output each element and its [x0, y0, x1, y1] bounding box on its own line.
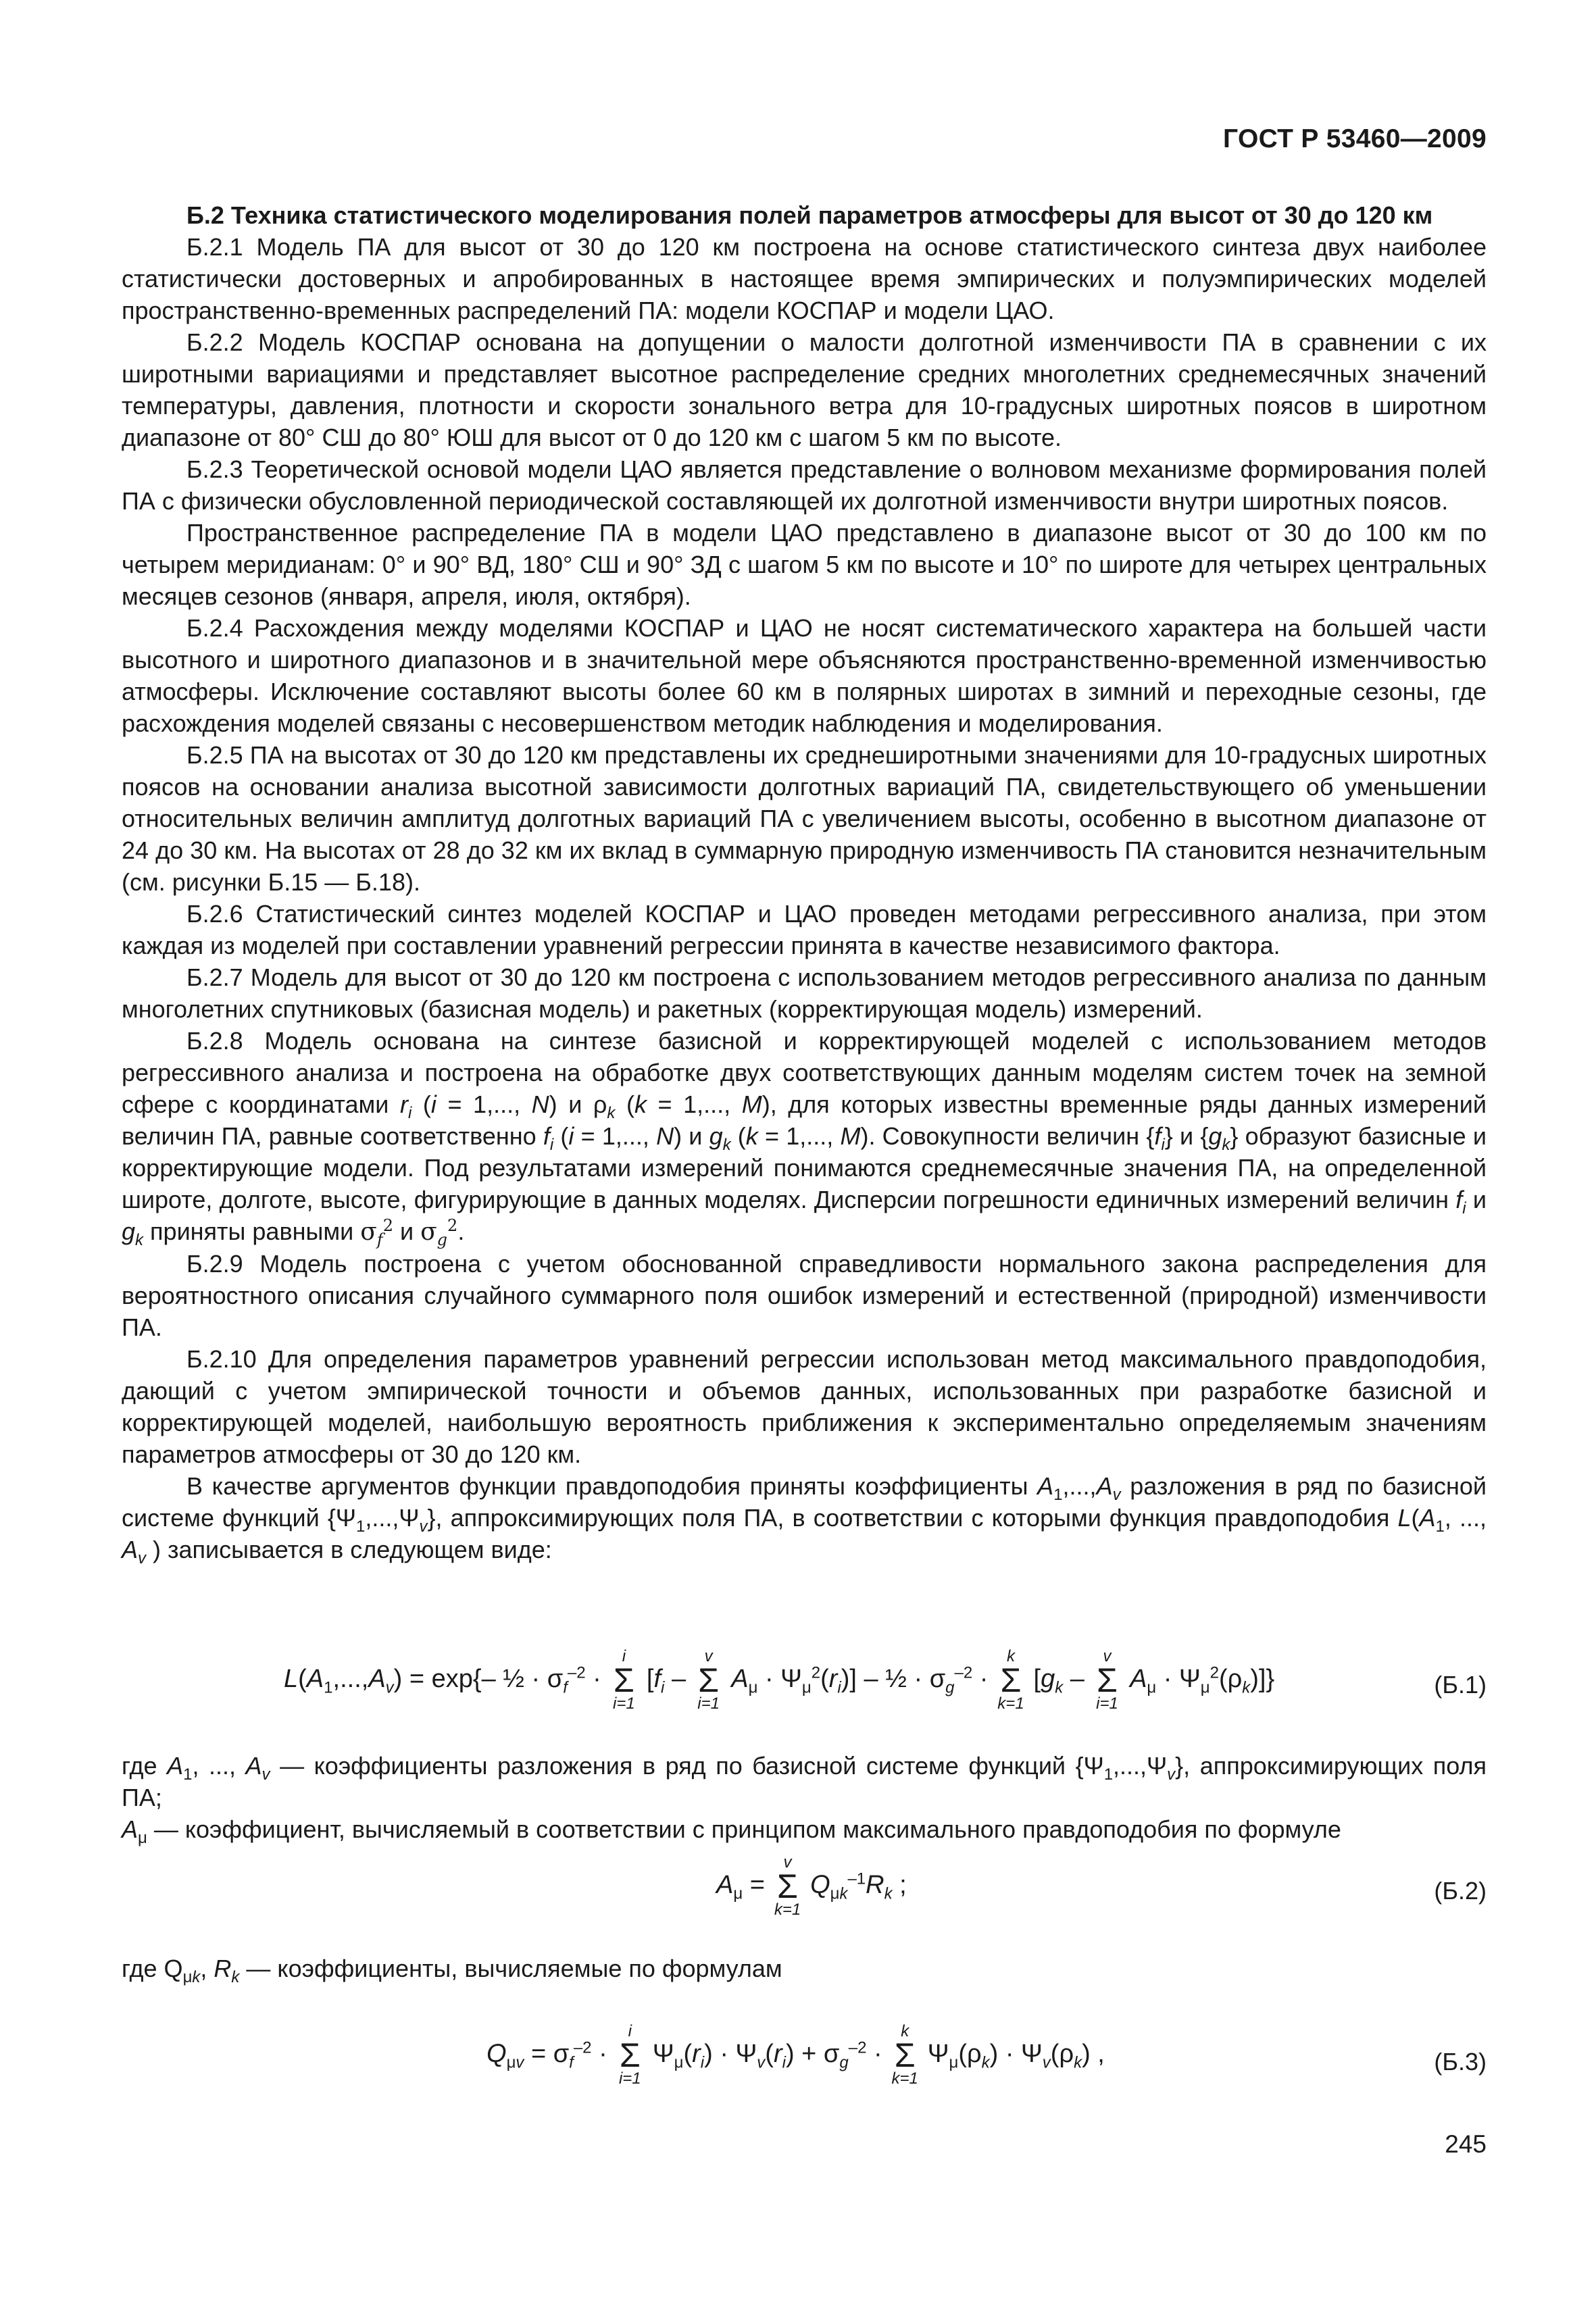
- document-page: [122, 0, 1487, 2314]
- formula-b3-number: (Б.3): [1434, 2048, 1487, 2076]
- paragraph-b-2-1: Б.2.1 Модель ПА для высот от 30 до 120 км построена на основе статистического синтеза двух наиболее статистически достоверных и апробированных в настоящее время эмпирических и полуэмпирических моделей пространственно-временных распределений ПА: модели КОСПАР и модели ЦАО.: [122, 233, 1487, 324]
- paragraph-b-2-5: Б.2.5 ПА на высотах от 30 до 120 км представлены их среднеширотными значениями для 10-градусных широтных поясов на основании анализа высотной зависимости долготных вариаций ПА, свидетельствующего об уменьшении относительных величин амплитуд долготных вариаций ПА с увеличением высоты, особенно в высотном диапазоне от 24 до 30 км. На высотах от 28 до 32 км их вклад в суммарную природную изменчивость ПА становится незначительным (см. рисунки Б.15 — Б.18).: [122, 741, 1487, 896]
- paragraph-likelihood-arguments: В качестве аргументов функции правдоподобия приняты коэффициенты $A_1,...,A_v$ разложения в ряд по базисной системе функций $\{\Psi_1,...,\Psi_v\}$, аппроксимирующих поля ПА, в соответствии с которыми функция правдоподобия $L(A_1$, ..., $A_v$ ) записывается в следующем виде:: [122, 1472, 1487, 1568]
- formula-b1-number: (Б.1): [1434, 1671, 1487, 1699]
- paragraph-b-2-10: Б.2.10 Для определения параметров уравнений регрессии использован метод максимального правдоподобия, дающий с учетом эмпирической точности и объемов данных, использованных при разработке базисной и корректирующей моделей, наибольшую вероятность приближения к экспериментально определяемым значениям параметров атмосферы от 30 до 120 км.: [122, 1345, 1487, 1468]
- formula-b2-number: (Б.2): [1434, 1877, 1487, 1905]
- formula-b2-explanation: [122, 1953, 1487, 1987]
- paragraph-b-2-6: Б.2.6 Статистический синтез моделей КОСПАР и ЦАО проведен методами регрессивного анализа, при этом каждая из моделей при составлении уравнений регрессии принята в качестве независимого фактора.: [122, 900, 1487, 959]
- document-header: ГОСТ Р 53460—2009: [1223, 124, 1487, 153]
- where-coefficients-q-r: где $Q_{\mu k}$, $R_k$ — коэффициенты, вычисляемые по формулам: [122, 1955, 782, 1987]
- formula-b1-explanation: [122, 1750, 1487, 1848]
- formula-b2: [122, 1848, 1487, 1922]
- formula-b1: [122, 1635, 1487, 1716]
- paragraph-b-2-4: Б.2.4 Расхождения между моделями КОСПАР и ЦАО не носят систематического характера на большей части высотного и широтного диапазонов и в значительной мере объясняются пространственно-временной изменчивостью атмосферы. Исключение составляют высоты более 60 км в полярных широтах в зимний и переходные сезоны, где расхождения моделей связаны с несовершенством методик наблюдения и моделирования.: [122, 614, 1487, 737]
- paragraph-spatial-distribution: Пространственное распределение ПА в модели ЦАО представлено в диапазоне высот от 30 до 100 км по четырем меридианам: 0° и 90° ВД, 180° СШ и 90° ЗД с шагом 5 км по высоте и 10° по широте для четырех центральных месяцев сезонов (января, апреля, июля, октября).: [122, 519, 1487, 610]
- where-coefficients-a: где $A_1$, ..., $A_v$ — коэффициенты разложения в ряд по базисной системе функций $\{\Psi_1,...,\Psi_v\}$, аппроксимирующих поля ПА;: [122, 1752, 1487, 1811]
- paragraph-b-2-2: Б.2.2 Модель КОСПАР основана на допущении о малости долготной изменчивости ПА в сравнении с их широтными вариациями и представляет высотное распределение средних многолетних среднемесячных значений температуры, давления, плотности и скорости зонального ветра для 10-градусных широтных поясов в широтном диапазоне от 80° СШ до 80° ЮШ для высот от 0 до 120 км с шагом 5 км по высоте.: [122, 328, 1487, 451]
- section-title: Б.2 Техника статистического моделирования полей параметров атмосферы для высот от 30 до 120 км: [186, 201, 1433, 229]
- formula-b2-expression: $A_\mu$ = v Σ k=1 $Q_{\mu k}^{-1}R_k$ ;: [716, 1853, 907, 1919]
- paragraph-b-2-7: Б.2.7 Модель для высот от 30 до 120 км построена с использованием методов регрессивного анализа по данным многолетних спутниковых (базисная модель) и ракетных (корректирующая модель) измерений.: [122, 963, 1487, 1023]
- document-body: [122, 199, 1487, 1568]
- page-number: 245: [1445, 2130, 1487, 2158]
- formula-b1-expression: $L(A_1,...,A_v) = \exp\{-$ ½ · $\sigma_f^{-2}$ · i Σ i=1 [$f_i$ – v Σ i=1 $A_\mu \cdot \Psi_\mu^2(r_i)$] – ½ · $\sigma_g^{-2}$ · k Σ k=1 [$g_k$ – v Σ i=1 $A_\mu \cdot \Psi_\mu^2(\rho_k)$]}: [284, 1647, 1275, 1713]
- paragraph-b-2-8: Б.2.8 Модель основана на синтезе базисной и корректирующей моделей с использованием методов регрессивного анализа и построена на обработке двух соответствующих данным моделям систем точек на земной сфере с координатами $r_i$ (i = 1,..., N) и $\rho_k$ (k = 1,..., M), для которых известны временные ряды данных измерений величин ПА, равные соответственно $f_i$ (i = 1,..., N) и $g_k$ (k = 1,..., M). Совокупности величин $\{f_i\}$ и $\{g_k\}$ образуют базисные и корректирующие модели. Под результатами измерений понимаются среднемесячные значения ПА, на определенной широте, долготе, высоте, фигурирующие в данных моделях. Дисперсии погрешности единичных измерений величин $f_i$ и $g_k$ приняты равными $\sigma_f^2$ и $\sigma_g^2$.: [122, 1027, 1487, 1250]
- formula-b3-expression: $Q_{\mu v} = \sigma_f^{-2}$ · i Σ i=1 $\Psi_\mu(r_i) \cdot \Psi_v(r_i) + \sigma_g^{-2}$ · k Σ k=1 $\Psi_\mu(\rho_k) \cdot \Psi_v(\rho_k)$ ,: [487, 2022, 1105, 2088]
- where-coefficient-a-mu: $A_\mu$ — коэффициент, вычисляемый в соответствии с принципом максимального правдоподобия по формуле: [122, 1815, 1341, 1848]
- paragraph-b-2-9: Б.2.9 Модель построена с учетом обоснованной справедливости нормального закона распределения для вероятностного описания случайного суммарного поля ошибок измерений и естественной (природной) изменчивости ПА.: [122, 1250, 1487, 1341]
- formula-b3: [122, 2013, 1487, 2094]
- paragraph-b-2-3: Б.2.3 Теоретической основой модели ЦАО является представление о волновом механизме формирования полей ПА с физически обусловленной периодической составляющей их долготной изменчивости внутри широтных поясов.: [122, 455, 1487, 515]
